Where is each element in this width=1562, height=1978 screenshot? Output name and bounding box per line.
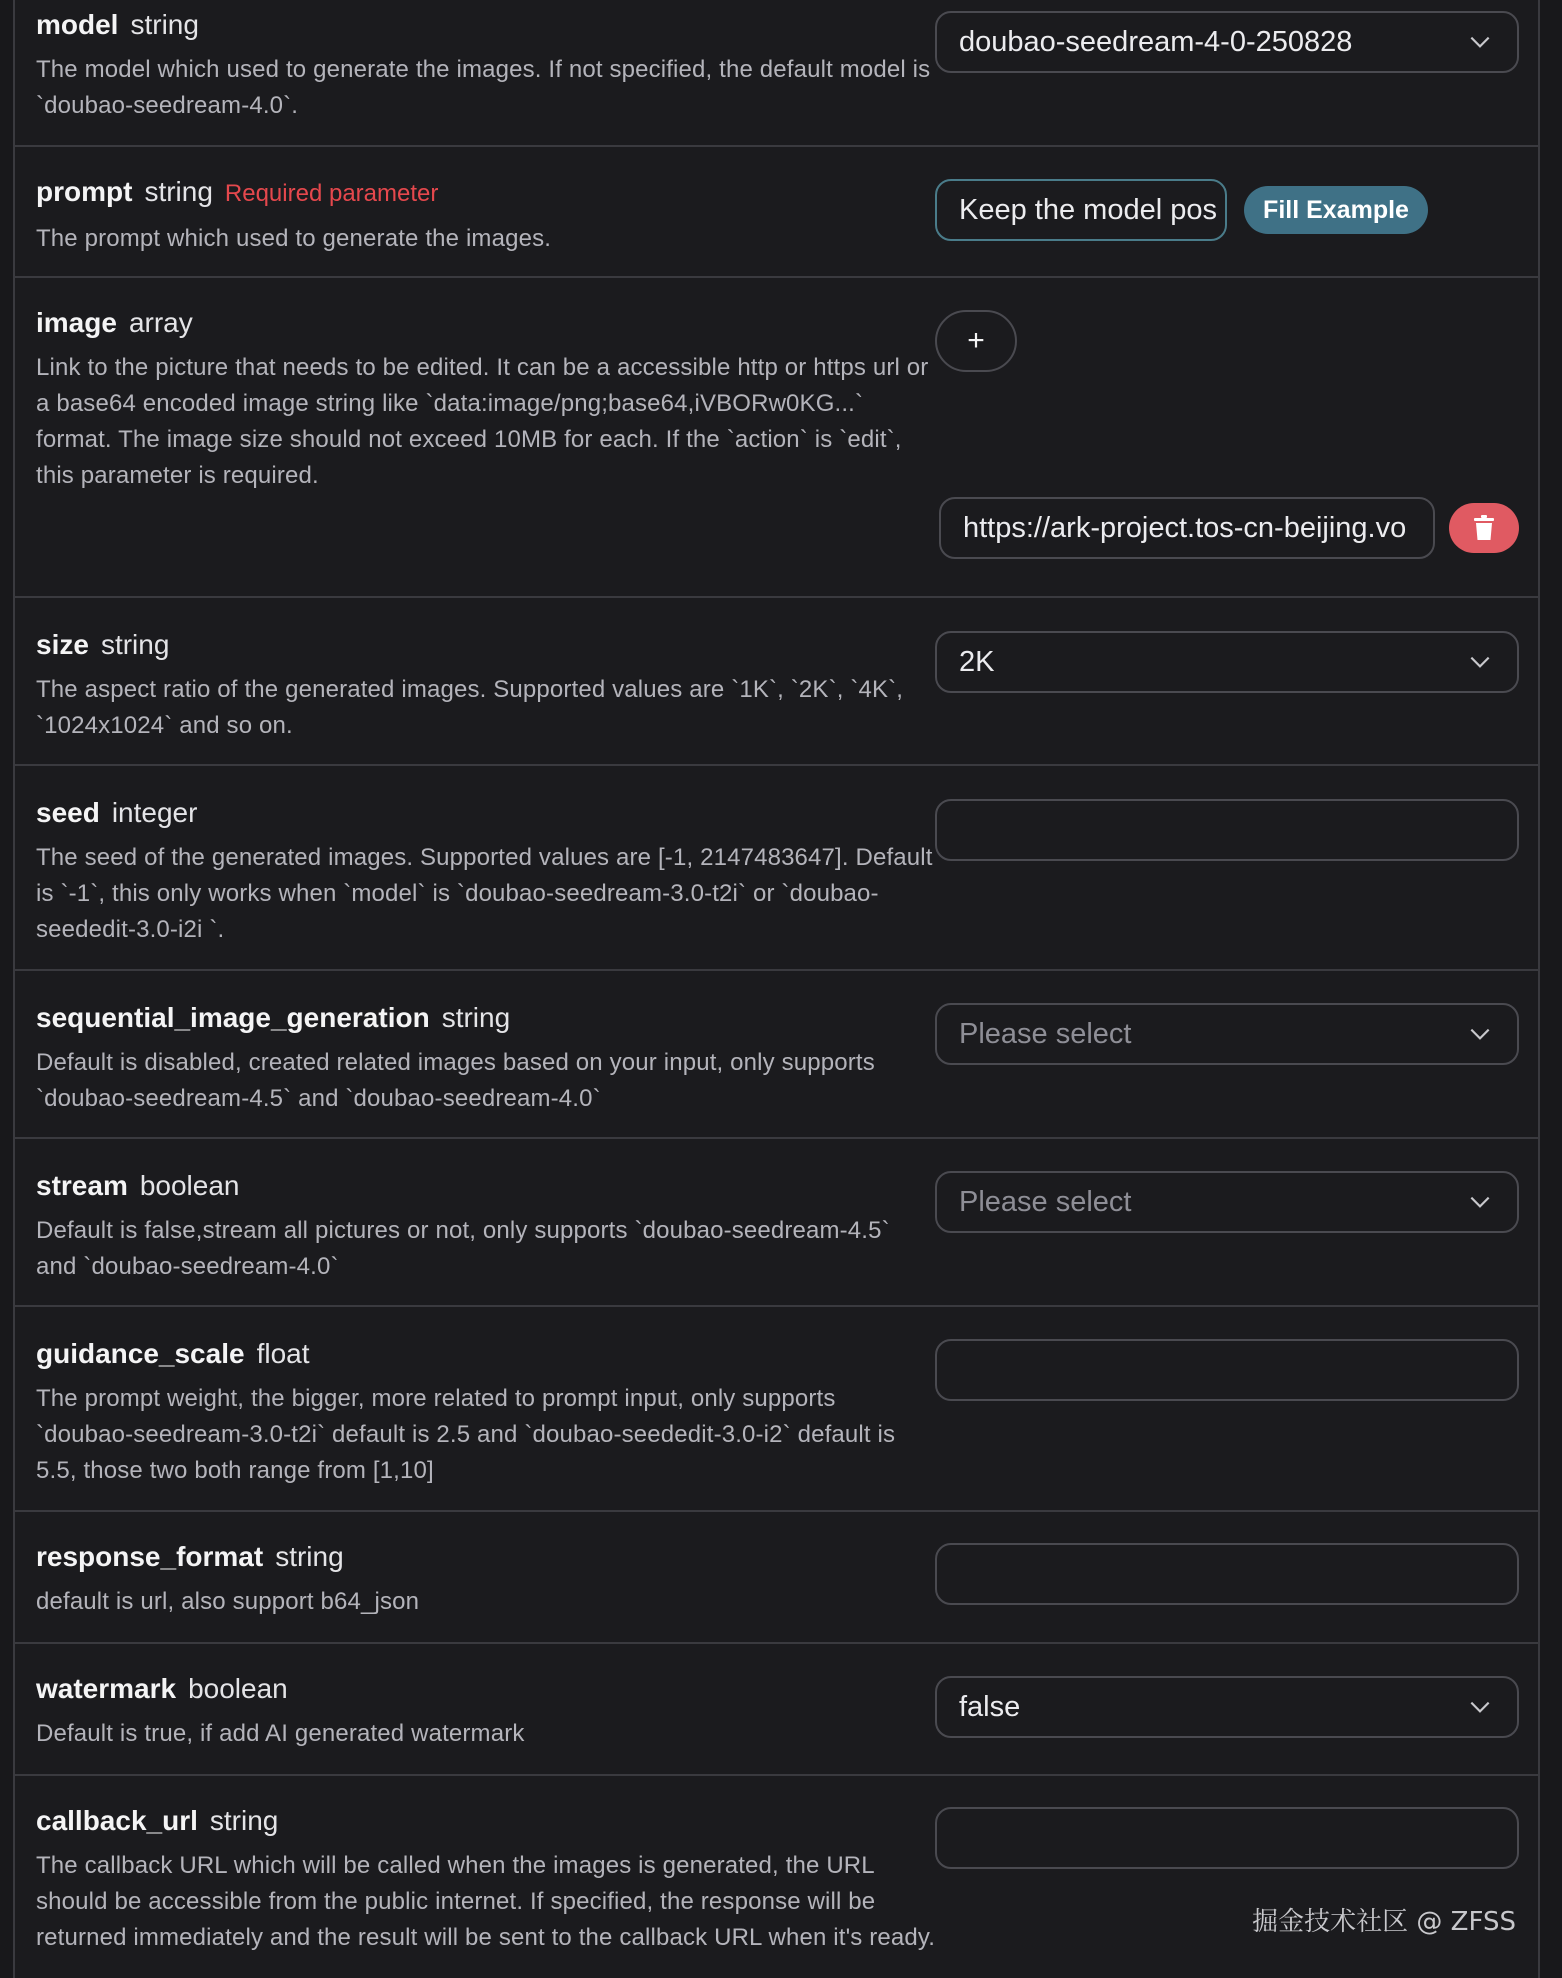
param-name: callback_url xyxy=(36,1805,198,1836)
param-row-guidance-scale xyxy=(15,1307,1538,1512)
param-description: The callback URL which will be called when the images is generated, the URL should be accessible from the public internet. If specified, the response will be returned immediately and the result will be sent to the callback URL when it's ready. xyxy=(36,1852,936,1951)
delete-image-button[interactable] xyxy=(1449,503,1519,553)
param-row-sequential-image-generation xyxy=(15,971,1538,1139)
stream-select[interactable] xyxy=(935,1171,1519,1233)
param-description: The aspect ratio of the generated images. Supported values are `1K`, `2K`, `4K`, `1024x1024` and so on. xyxy=(36,676,904,739)
param-description: default is url, also support b64_json xyxy=(36,1588,420,1615)
add-image-button[interactable] xyxy=(935,310,1017,372)
prompt-input-value: Keep the model pos xyxy=(959,193,1217,226)
param-row-watermark xyxy=(15,1644,1538,1776)
chevron-down-icon xyxy=(1467,1189,1493,1215)
size-select[interactable] xyxy=(935,631,1519,693)
param-description: Default is false,stream all pictures or not, only supports `doubao-seedream-4.5` and `doubao-seedream-4.0` xyxy=(36,1217,890,1280)
site-watermark: 掘金技术社区 @ ZFSS xyxy=(1252,1907,1516,1937)
model-select-value: doubao-seedream-4-0-250828 xyxy=(959,25,1353,58)
chevron-down-icon xyxy=(1467,649,1493,675)
param-type: string xyxy=(275,1541,344,1572)
param-row-model xyxy=(15,0,1538,147)
image-url-value: https://ark-project.tos-cn-beijing.vo xyxy=(963,511,1407,544)
param-row-callback-url xyxy=(15,1776,1538,1978)
param-type: boolean xyxy=(188,1673,288,1704)
prompt-input[interactable] xyxy=(935,179,1227,241)
watermark-select[interactable] xyxy=(935,1676,1519,1738)
model-select[interactable] xyxy=(935,11,1519,73)
sequential-image-generation-select[interactable] xyxy=(935,1003,1519,1065)
param-name: model xyxy=(36,9,119,40)
param-description: Default is disabled, created related images based on your input, only supports `doubao-seedream-4.5` and `doubao-seedream-4.0` xyxy=(36,1049,875,1112)
param-row-size xyxy=(15,598,1538,766)
param-type: string xyxy=(100,629,170,660)
param-description: The model which used to generate the images. If not specified, the default model is `doubao-seedream-4.0`. xyxy=(36,56,931,119)
param-type: float xyxy=(256,1338,310,1369)
param-row-response-format xyxy=(15,1512,1538,1644)
guidance-scale-input[interactable] xyxy=(935,1339,1519,1401)
select-placeholder: Please select xyxy=(959,1185,1132,1218)
size-select-value: 2K xyxy=(959,645,995,678)
param-name: watermark xyxy=(36,1673,177,1704)
param-row-seed xyxy=(15,766,1538,971)
param-name: sequential_image_generation xyxy=(36,1002,430,1033)
seed-input[interactable] xyxy=(935,799,1519,861)
param-row-image xyxy=(15,278,1538,598)
param-type: boolean xyxy=(139,1170,240,1201)
plus-icon: + xyxy=(967,324,985,357)
param-description: The seed of the generated images. Supported values are [-1, 2147483647]. Default is `-1`, this only works when `model` is `doubao-seedream-3.0-t2i` or `doubao-seededit-3.0-i2i `. xyxy=(36,844,933,943)
chevron-down-icon xyxy=(1467,29,1493,55)
param-type: string xyxy=(209,1805,279,1836)
param-name: prompt xyxy=(36,176,133,207)
param-type: array xyxy=(128,307,193,338)
param-name: guidance_scale xyxy=(36,1338,245,1369)
param-row-prompt xyxy=(15,147,1538,278)
param-type: string xyxy=(441,1002,511,1033)
param-description: The prompt which used to generate the images. xyxy=(36,225,552,252)
param-name: stream xyxy=(36,1170,128,1201)
param-name: size xyxy=(36,629,89,660)
watermark-select-value: false xyxy=(959,1690,1021,1723)
parameters-panel xyxy=(13,0,1540,1978)
fill-example-button[interactable]: Fill Example xyxy=(1244,186,1428,234)
param-name: response_format xyxy=(36,1541,264,1572)
callback-url-input[interactable] xyxy=(935,1807,1519,1869)
chevron-down-icon xyxy=(1467,1694,1493,1720)
select-placeholder: Please select xyxy=(959,1017,1132,1050)
param-name: image xyxy=(36,307,117,338)
param-type: integer xyxy=(111,797,198,828)
param-row-stream xyxy=(15,1139,1538,1307)
param-description: Default is true, if add AI generated watermark xyxy=(36,1720,525,1747)
image-url-input[interactable] xyxy=(939,497,1435,559)
required-badge: Required parameter xyxy=(224,180,439,207)
trash-icon xyxy=(1472,515,1496,541)
chevron-down-icon xyxy=(1467,1021,1493,1047)
response-format-input[interactable] xyxy=(935,1543,1519,1605)
param-description: The prompt weight, the bigger, more related to prompt input, only supports `doubao-seedream-3.0-t2i` default is 2.5 and `doubao-seededit-3.0-i2` default is 5.5, those two both range from [1,10] xyxy=(36,1385,896,1484)
param-name: seed xyxy=(36,797,100,828)
param-type: string xyxy=(144,176,213,207)
param-description: Link to the picture that needs to be edited. It can be a accessible http or https url or a base64 encoded image string like `data:image/png;base64,iVBORw0KG...` format. The image size should not exceed 10MB for each. If the `action` is `edit`, this parameter is required. xyxy=(36,354,929,489)
param-type: string xyxy=(130,9,199,40)
